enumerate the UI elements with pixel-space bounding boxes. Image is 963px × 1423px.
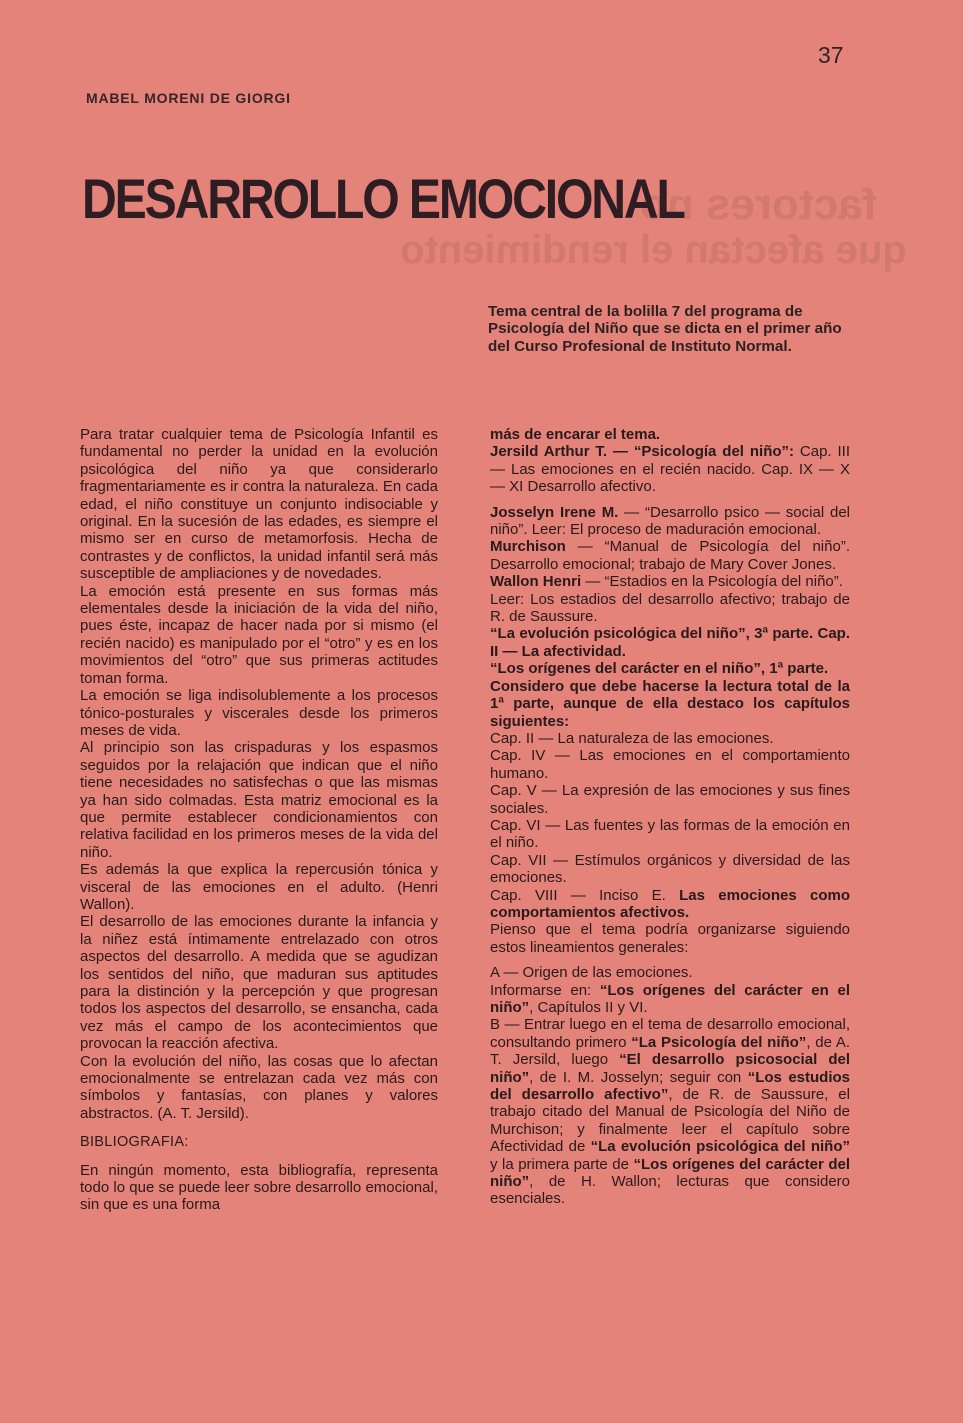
text-span: , de I. M. Josselyn; seguir con [529,1068,748,1086]
bib-detail: — “Manual de Psicología del niño”. Desarrollo emocional; trabajo de Mary Cover Jones. [490,538,850,573]
bib-entry-murchison [490,538,850,573]
text-span: , de A. T. Jersild, luego [490,1033,850,1069]
right-column [490,426,850,1208]
intro-note: Tema central de la bolilla 7 del programa de Psicología del Niño que se dicta en el primer año del Curso Profesional de Instituto Normal. [488,303,842,355]
bib-author: Jersild Arthur T. — “Psicología del niño”: [490,443,795,461]
paragraph: Es además la que explica la repercusión tónica y visceral de las emociones en el adulto. (Henri Wallon). [80,861,438,913]
chapter-item: Cap. II — La naturaleza de las emociones. [490,729,774,747]
outline-item-b [490,1016,850,1207]
paragraph: Considero que debe hacerse la lectura total de la 1ª parte, aunque de ella destaco los capítulos siguientes: [490,677,850,730]
bib-detail: Cap. III — Las emociones en el recién nacido. Cap. IX — X — XI Desarrollo afectivo. [490,443,850,496]
bleed-through-text: factores no [640,180,878,229]
bibliography-heading: BIBLIOGRAFIA: [80,1134,189,1151]
paragraph: Al principio son las crispaduras y los espasmos seguidos por la relajación que indican que el niño tiene necesidades no satisfechas o que las mismas ya han sido colmadas. Esta matriz emocional es la que permite establecer condicionamientos con relativa facilidad en los primeros meses de la vida del niño. [80,739,438,861]
bib-entry-wallon [490,573,850,590]
chapter-item: Cap. VII — Estímulos orgánicos y diversidad de las emociones. [490,851,850,887]
continuation-text: más de encarar el tema. [490,426,661,443]
text-span: , de R. de Saussure, el trabajo citado del Manual de Psicología del Niño de Murchison; y finalmente leer el capítulo sobre Afectividad de [490,1086,850,1156]
paragraph: Pienso que el tema podría organizarse siguiendo estos lineamientos generales: [490,921,850,956]
book-title: “Los estudios del desarrollo afectivo” [490,1068,850,1104]
paragraph [490,426,850,443]
bib-entry-jersild [490,443,850,495]
chapter-item: Cap. VI — Las fuentes y las formas de la emoción en el niño. [490,816,850,852]
bib-detail: — “Estadios en la Psicología del niño”. [581,573,843,591]
book-title: “Los orígenes del carácter del niño” [490,1155,850,1191]
chapter-item [490,887,850,922]
paragraph: El desarrollo de las emociones durante la infancia y la niñez está íntimamente entrelazado con otros aspectos del desarrollo. A medida que se agudizan los sentidos del niño, que maduran sus aptitudes para la distinción y la percepción y que progresan todos los aspectos del desarrollo, se ensancha, cada vez más el campo de los acontecimientos que provocan la reacción afectiva. [80,913,438,1053]
chapter-item: Cap. V — La expresión de las emociones y sus fines sociales. [490,782,850,817]
book-title: “La Psicología del niño” [631,1033,807,1051]
book-title: “Los orígenes del carácter en el niño” [490,981,850,1016]
bleed-through-text: que afectan el rendimiento [400,228,907,272]
paragraph: Para tratar cualquier tema de Psicología Infantil es fundamental no perder la unidad en la evolución psicológica del niño ya que considerarlo fragmentariamente es ir contra la naturaleza. En cada edad, el niño constituye un conjunto indisociable y original. En la sucesión de las edades, es siempre el mismo ser en curso de metamorfosis. Hecha de contrastes y de conflictos, la unidad infantil será más susceptible de ampliaciones y de novedades. [80,426,438,583]
text-span: y la primera parte de [490,1155,634,1173]
chapter-title: Las emociones como comportamientos afectivos. [490,886,850,921]
chapter-item: Cap. IV — Las emociones en el comportamiento humano. [490,747,850,782]
bib-author: Wallon Henri [490,573,582,591]
paragraph: Leer: Los estadios del desarrollo afectivo; trabajo de R. de Saussure. [490,590,850,626]
text-span: , de H. Wallon; lecturas que considero esenciales. [490,1173,850,1208]
left-column [80,426,438,1214]
paragraph [490,982,850,1017]
paragraph: “Los orígenes del carácter en el niño”, 1ª parte. [490,660,829,678]
text-span: Informarse en: [490,981,600,999]
bib-detail: — “Desarrollo psico — social del niño”. Leer: El proceso de maduración emocional. [490,503,850,539]
book-title: “La evolución psicológica del niño” [590,1138,850,1156]
paragraph: Con la evolución del niño, las cosas que lo afectan emocionalmente se entrelazan cada vez más con símbolos y fantasías, con planes y valores abstractos. (A. T. Jersild). [80,1052,438,1122]
bib-author: Josselyn Irene M. [490,503,619,521]
page-number: 37 [818,42,844,68]
bib-entry-josselyn [490,504,850,539]
text-span: , Capítulos II y VI. [529,999,648,1016]
author: MABEL MORENI DE GIORGI [86,90,291,106]
outline-item-a: A — Origen de las emociones. [490,964,693,982]
book-title: “El desarrollo psicosocial del niño” [490,1051,850,1086]
text-span: B — Entrar luego en el tema de desarrollo emocional, consultando primero [490,1016,850,1051]
article-title: DESARROLLO EMOCIONAL [82,167,684,230]
paragraph: La emoción está presente en sus formas más elementales desde la iniciación de la vida del niño, pues éste, incapaz de hacer nada por si mismo (el recién nacido) es manipulado por el “otro” y es en los movimientos del “otro” que sus primeras actitudes toman forma. [80,582,438,687]
paragraph: “La evolución psicológica del niño”, 3ª parte. Cap. II — La afectividad. [490,625,850,660]
chapter-prefix: Cap. VIII — Inciso E. [490,886,680,904]
bib-author: Murchison [490,538,566,556]
paragraph: En ningún momento, esta bibliografía, representa todo lo que se puede leer sobre desarrollo emocional, sin que es una forma [80,1161,438,1214]
paragraph: La emoción se liga indisolublemente a los procesos tónico-posturales y viscerales desde los primeros meses de vida. [80,687,438,739]
